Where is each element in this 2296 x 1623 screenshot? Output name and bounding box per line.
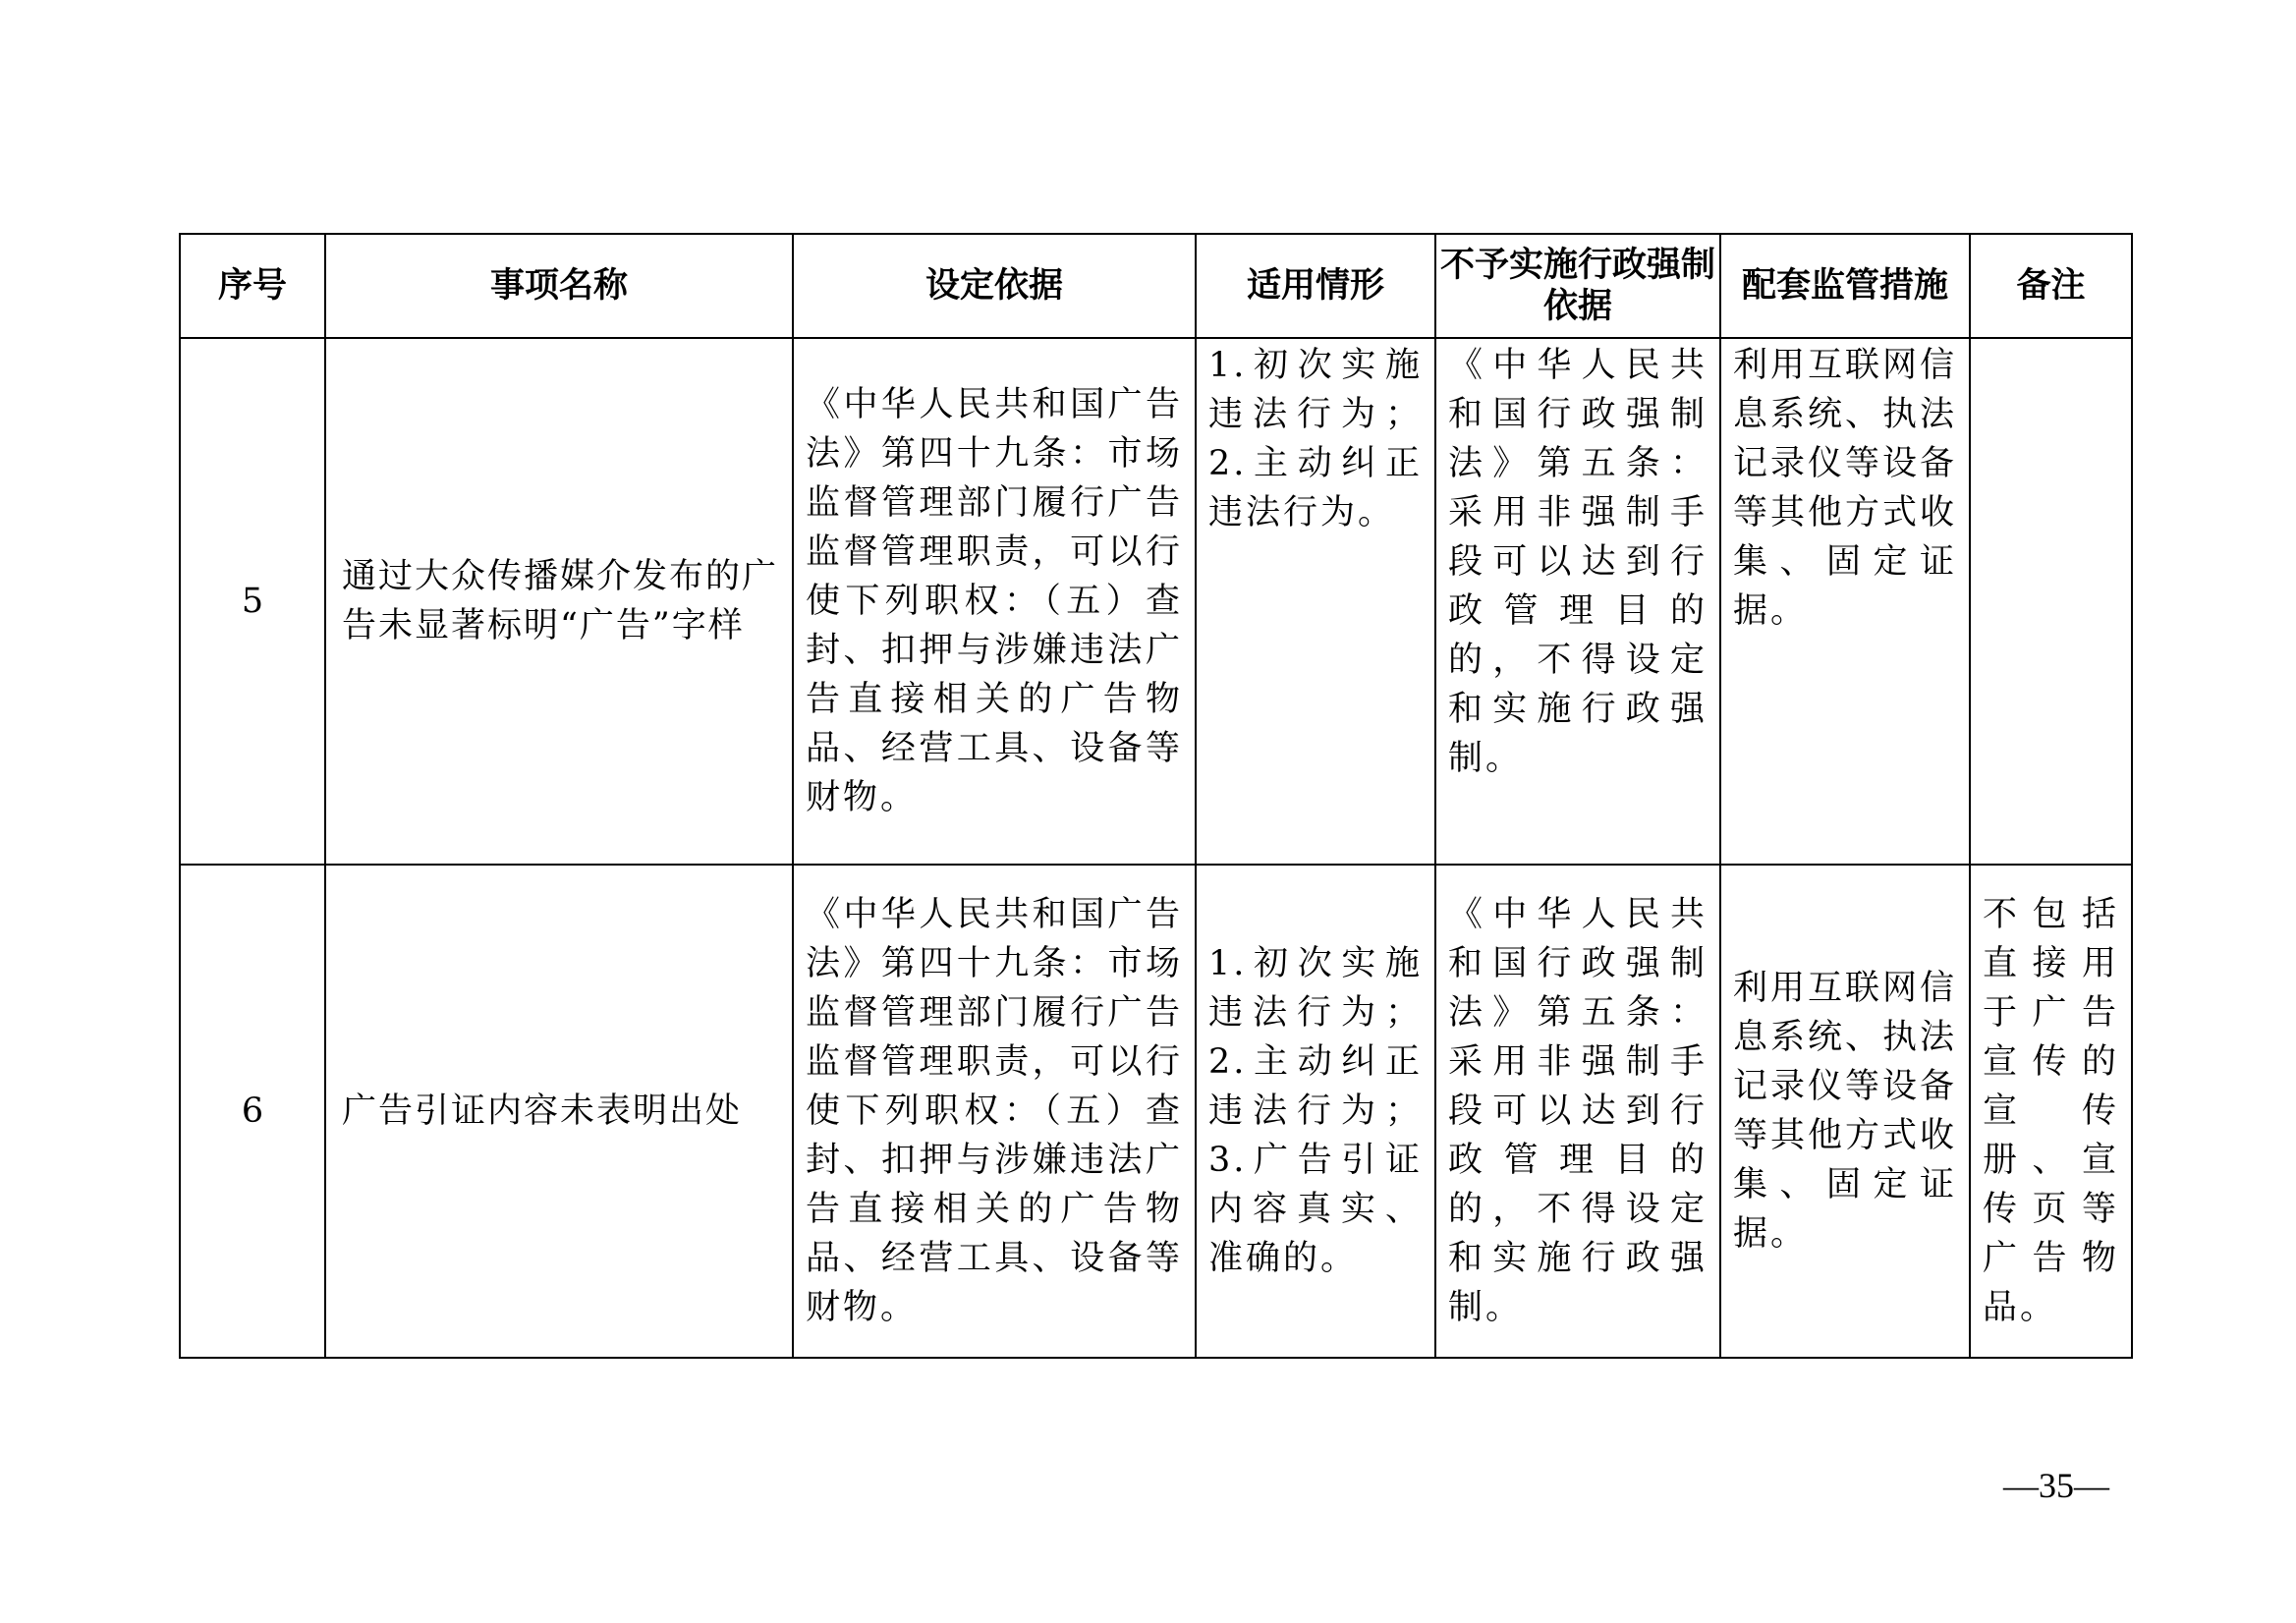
page-number: —35—: [2003, 1466, 2109, 1505]
applicable-scenario: 1.初次实施违法行为；2.主动纠正违法行为。: [1196, 338, 1435, 865]
header-no-enforcement-basis: 不予实施行政强制依据: [1435, 234, 1720, 338]
no-enforcement-basis: 《中华人民共和国行政强制法》第五条：采用非强制手段可以达到行政管理目的的，不得设定和实施行政强制。: [1435, 338, 1720, 865]
legal-basis: 《中华人民共和国广告法》第四十九条：市场监督管理部门履行广告监督管理职责，可以行使下列职权：（五）查封、扣押与涉嫌违法广告直接相关的广告物品、经营工具、设备等财物。: [793, 865, 1196, 1358]
supervision-measures: 利用互联网信息系统、执法记录仪等设备等其他方式收集、固定证据。: [1720, 338, 1970, 865]
header-basis: 设定依据: [793, 234, 1196, 338]
header-scenario: 适用情形: [1196, 234, 1435, 338]
table-row: [180, 865, 2132, 1358]
table-header-row: [180, 234, 2132, 338]
header-item-name: 事项名称: [325, 234, 793, 338]
row-number: 5: [180, 338, 325, 865]
applicable-scenario: 1.初次实施违法行为；2.主动纠正违法行为；3.广告引证内容真实、准确的。: [1196, 865, 1435, 1358]
header-no: 序号: [180, 234, 325, 338]
measures-table: [179, 233, 2133, 1359]
item-name: 通过大众传播媒介发布的广告未显著标明“广告”字样: [325, 338, 793, 865]
header-measures: 配套监管措施: [1720, 234, 1970, 338]
table-row: [180, 338, 2132, 865]
legal-basis: 《中华人民共和国广告法》第四十九条：市场监督管理部门履行广告监督管理职责，可以行使下列职权：（五）查封、扣押与涉嫌违法广告直接相关的广告物品、经营工具、设备等财物。: [793, 338, 1196, 865]
note: 不包括直接用于广告宣传的宣传册、宣传页等广告物品。: [1970, 865, 2132, 1358]
item-name: 广告引证内容未表明出处: [325, 865, 793, 1358]
row-number: 6: [180, 865, 325, 1358]
supervision-measures: 利用互联网信息系统、执法记录仪等设备等其他方式收集、固定证据。: [1720, 865, 1970, 1358]
note: [1970, 338, 2132, 865]
no-enforcement-basis: 《中华人民共和国行政强制法》第五条：采用非强制手段可以达到行政管理目的的，不得设定和实施行政强制。: [1435, 865, 1720, 1358]
header-note: 备注: [1970, 234, 2132, 338]
